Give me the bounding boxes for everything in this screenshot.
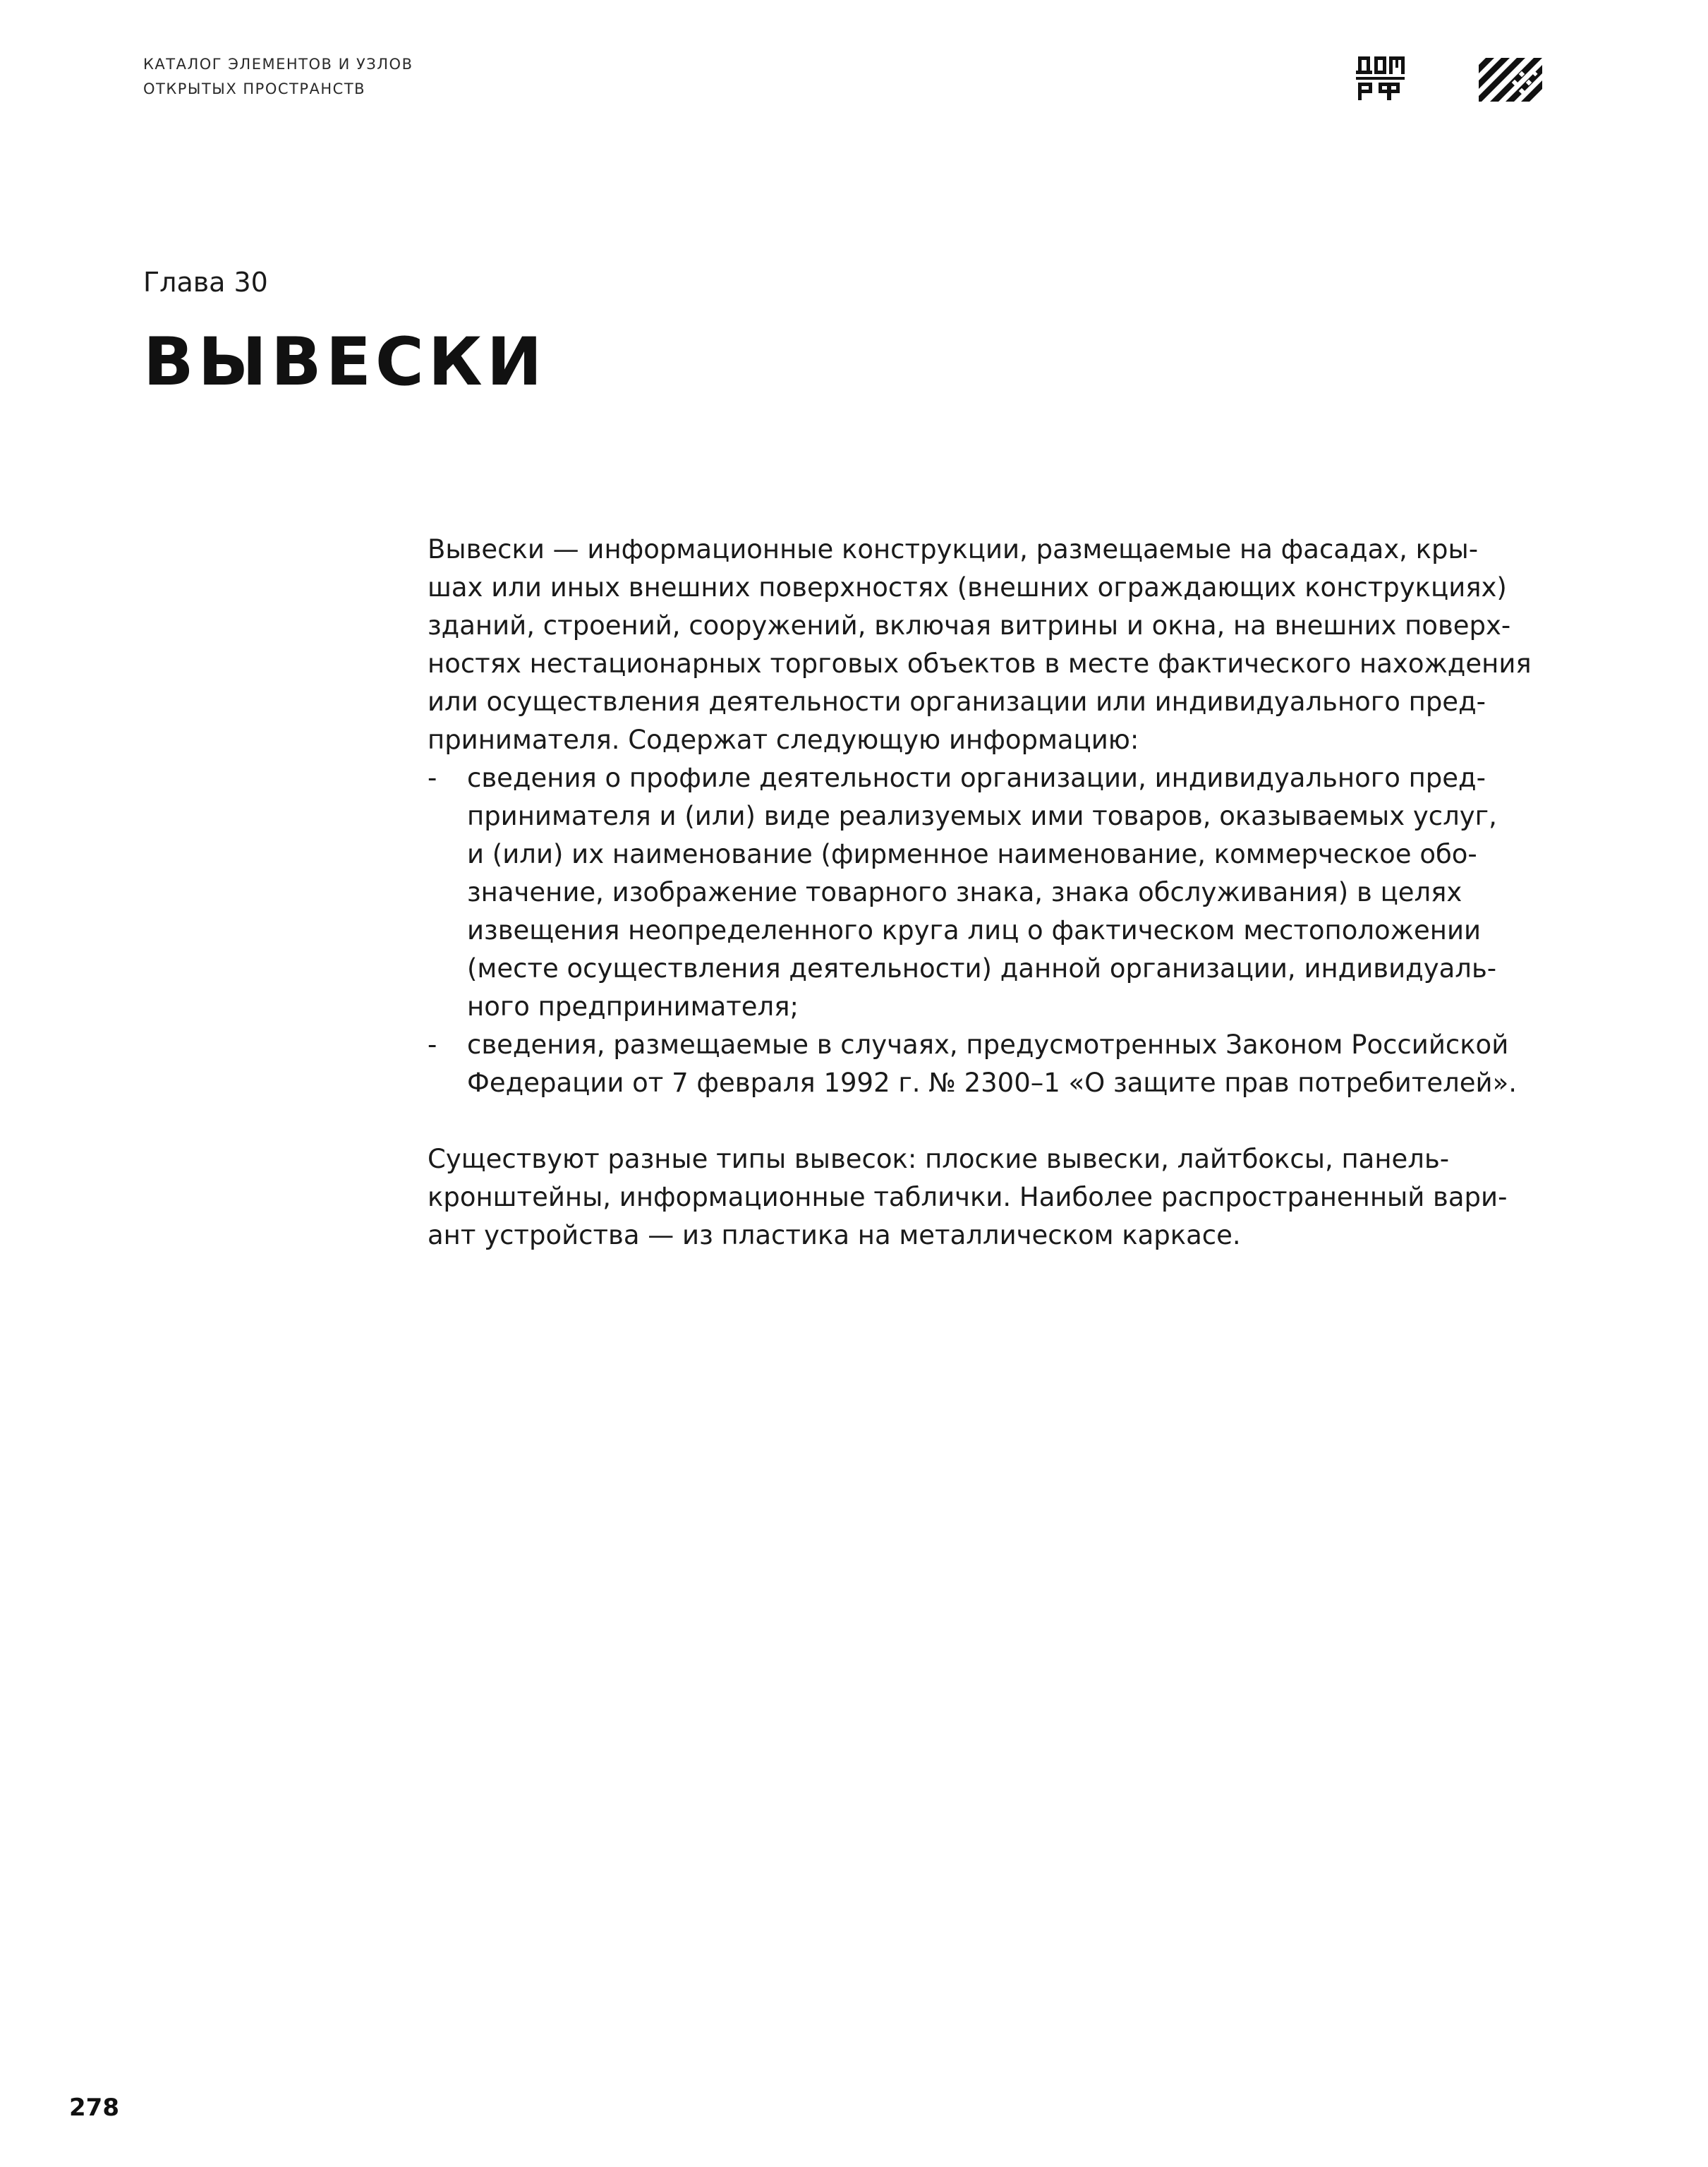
text-line: Федерации от 7 февраля 1992 г. № 2300–1 «О защите прав потребителей». — [467, 1068, 1517, 1098]
second-paragraph — [428, 1140, 1542, 1255]
body-text — [428, 531, 1542, 1255]
text-line: зданий, строений, сооружений, включая витрины и окна, на внешних поверх- — [428, 610, 1511, 641]
list-item — [428, 759, 1542, 1026]
text-line: ант устройства — из пластика на металлическом каркасе. — [428, 1220, 1241, 1250]
bullet-dash: - — [428, 763, 437, 793]
text-line: принимателя. Содержат следующую информацию: — [428, 725, 1139, 755]
page-number: 278 — [69, 2094, 119, 2122]
chapter-title: ВЫВЕСКИ — [143, 324, 547, 401]
text-line: сведения, размещаемые в случаях, предусмотренных Законом Российской — [467, 1030, 1509, 1060]
paragraph-gap — [428, 1102, 1542, 1140]
list-item — [428, 1026, 1542, 1102]
text-line: извещения неопределенного круга лиц о фактическом местоположении — [467, 915, 1482, 946]
intro-paragraph — [428, 531, 1542, 759]
text-line: ностях нестационарных торговых объектов в месте фактического нахождения — [428, 648, 1532, 679]
pattern-logo — [1479, 58, 1542, 102]
chapter-label: Глава 30 — [143, 267, 268, 298]
text-line: (месте осуществления деятельности) данной организации, индивидуаль- — [467, 953, 1497, 984]
running-header-line-1: КАТАЛОГ ЭЛЕМЕНТОВ И УЗЛОВ — [143, 56, 413, 73]
text-line: и (или) их наименование (фирменное наименование, коммерческое обо- — [467, 839, 1477, 869]
running-header — [143, 52, 413, 102]
text-line: принимателя и (или) виде реализуемых ими товаров, оказываемых услуг, — [467, 801, 1497, 831]
text-line: шах или иных внешних поверхностях (внешних ограждающих конструкциях) — [428, 572, 1507, 603]
text-line: сведения о профиле деятельности организации, индивидуального пред- — [467, 763, 1486, 793]
bullet-dash: - — [428, 1030, 437, 1060]
text-line: Существуют разные типы вывесок: плоские вывески, лайтбоксы, панель- — [428, 1144, 1450, 1174]
text-line: Вывески — информационные конструкции, размещаемые на фасадах, кры- — [428, 534, 1479, 565]
dom-rf-logo — [1356, 54, 1405, 103]
text-line: значение, изображение товарного знака, знака обслуживания) в целях — [467, 877, 1462, 907]
running-header-line-2: ОТКРЫТЫХ ПРОСТРАНСТВ — [143, 80, 366, 97]
text-line: или осуществления деятельности организации или индивидуального пред- — [428, 687, 1486, 717]
text-line: ного предпринимателя; — [467, 991, 799, 1022]
text-line: кронштейны, информационные таблички. Наиболее распространенный вари- — [428, 1182, 1508, 1212]
